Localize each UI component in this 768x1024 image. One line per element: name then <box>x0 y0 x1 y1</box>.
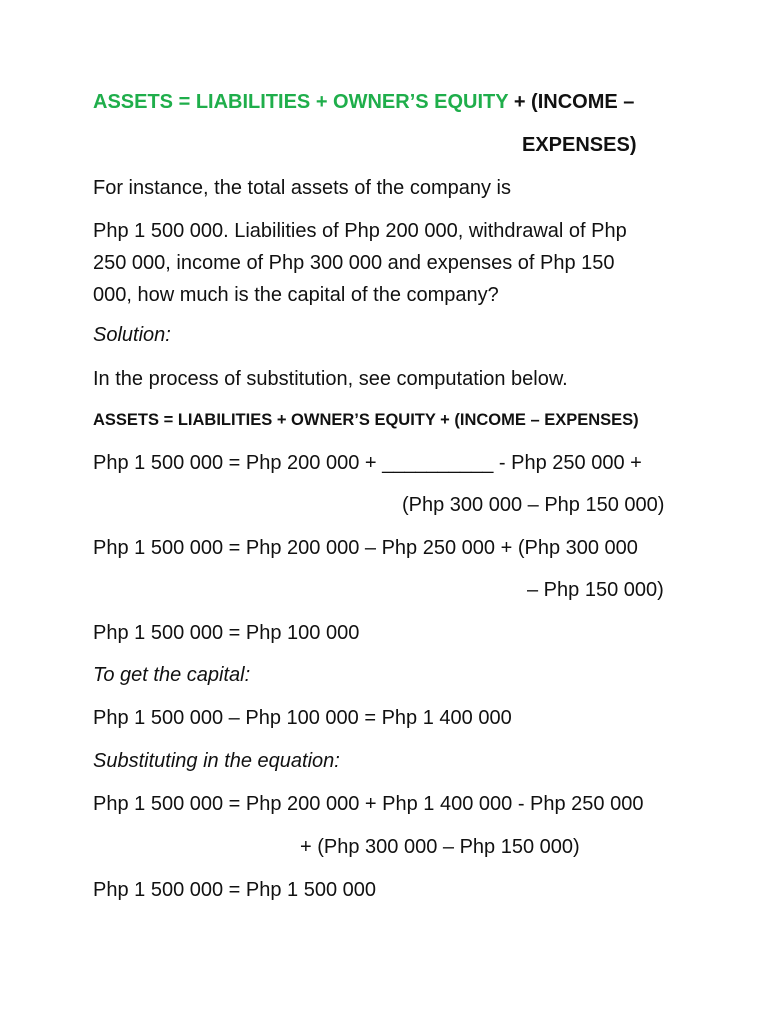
intro-line-4: 000, how much is the capital of the company? <box>93 284 499 306</box>
heading-equation <box>93 90 634 114</box>
intro-line-3: 250 000, income of Php 300 000 and expenses of Php 150 <box>93 252 615 274</box>
heading-continuation: EXPENSES) <box>522 134 637 156</box>
capital-calc: Php 1 500 000 – Php 100 000 = Php 1 400 000 <box>93 707 512 729</box>
capital-label: To get the capital: <box>93 664 251 686</box>
formula-line: ASSETS = LIABILITIES + OWNER’S EQUITY + (INCOME – EXPENSES) <box>93 411 639 429</box>
solution-label: Solution: <box>93 324 171 346</box>
result-line: Php 1 500 000 = Php 1 500 000 <box>93 879 377 901</box>
step1-line-1: Php 1 500 000 = Php 200 000 + __________ - Php 250 000 + <box>93 452 642 474</box>
step1-line-2: (Php 300 000 – Php 150 000) <box>402 494 665 516</box>
step2-line-2: – Php 150 000) <box>527 579 664 601</box>
step4-line-2: + (Php 300 000 – Php 150 000) <box>300 836 580 858</box>
step4-line-1: Php 1 500 000 = Php 200 000 + Php 1 400 000 - Php 250 000 <box>93 793 644 815</box>
process-text: In the process of substitution, see computation below. <box>93 368 568 390</box>
step2-line-1: Php 1 500 000 = Php 200 000 – Php 250 000 + (Php 300 000 <box>93 537 638 559</box>
intro-line-2: Php 1 500 000. Liabilities of Php 200 000, withdrawal of Php <box>93 220 627 242</box>
heading-equation-black: + (INCOME – <box>508 91 635 113</box>
intro-line-1: For instance, the total assets of the company is <box>93 177 511 199</box>
substituting-label: Substituting in the equation: <box>93 750 340 772</box>
step3-line: Php 1 500 000 = Php 100 000 <box>93 622 360 644</box>
heading-equation-green: ASSETS = LIABILITIES + OWNER’S EQUITY <box>93 91 509 113</box>
